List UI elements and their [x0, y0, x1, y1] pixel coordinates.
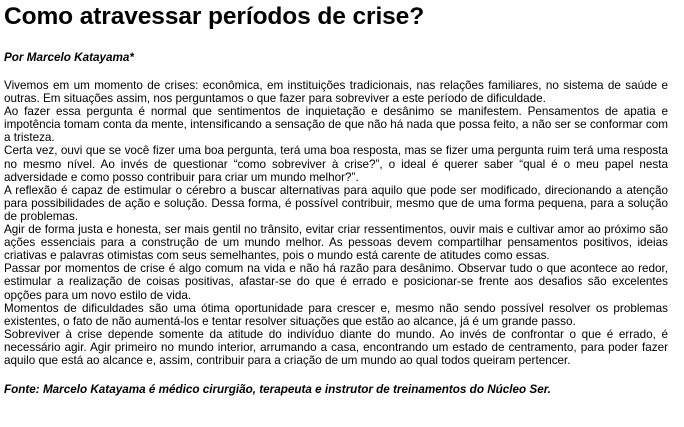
- article: [4, 2, 668, 397]
- article-author: Por Marcelo Katayama*: [4, 51, 134, 64]
- article-paragraph: A reflexão é capaz de estimular o cérebro a buscar alternativas para aquilo que pode ser modificado, direcionando a atenção para possibilidades de ação e solução. Dessa forma, é possível contribuir, mesmo que de uma forma pequena, para a solução de problemas.: [4, 183, 668, 223]
- article-title: Como atravessar períodos de crise?: [4, 3, 425, 30]
- article-paragraph: Momentos de dificuldades são uma ótima oportunidade para crescer e, mesmo não sendo possível resolver os problemas existentes, o fato de não aumentá-los e tentar resolver situações que estão ao alcance, já é um grande passo.: [4, 301, 668, 328]
- article-paragraph: Passar por momentos de crise é algo comum na vida e não há razão para desânimo. Observar tudo o que acontece ao redor, estimular a realização de coisas positivas, afastar-se do que é errado e posicionar-se frente aos desafios são excelentes opções para um novo estilo de vida.: [4, 262, 668, 302]
- article-source: Fonte: Marcelo Katayama é médico cirurgião, terapeuta e instrutor de treinamentos do Núcleo Ser.: [4, 383, 551, 397]
- article-paragraph: Certa vez, ouvi que se você fizer uma boa pergunta, terá uma boa resposta, mas se fizer uma pergunta ruim terá uma resposta no mesmo nível. Ao invés de questionar “como sobreviver à crise?”, o ideal é querer saber “qual é o meu papel nesta adversidade e como posso contribuir para criar um mundo melhor?”.: [4, 144, 668, 184]
- article-body: [4, 79, 668, 367]
- article-paragraph: Sobreviver à crise depende somente da atitude do indivíduo diante do mundo. Ao invés de confrontar o que é errado, é necessário agir. Agir primeiro no mundo interior, arrumando a casa, encontrando um estado de centramento, para poder fazer aquilo que está ao alcance e, assim, contribuir para a criação de um mundo ao qual todos queiram pertencer.: [4, 327, 668, 367]
- article-paragraph: Ao fazer essa pergunta é normal que sentimentos de inquietação e desânimo se manifestem. Pensamentos de apatia e impotência tomam conta da mente, intensificando a sensação de que não há nada que possa feito, a não ser se conformar com a tristeza.: [4, 105, 668, 145]
- article-paragraph: Agir de forma justa e honesta, ser mais gentil no trânsito, evitar criar ressentimentos, ouvir mais e cultivar amor ao próximo são ações essenciais para a construção de um mundo melhor. As pessoas devem compartilhar pensamentos positivos, ideias criativas e palavras otimistas com seus semelhantes, pois o mundo está carente de atitudes como essas.: [4, 223, 668, 263]
- article-paragraph: Vivemos em um momento de crises: econômica, em instituições tradicionais, nas relações familiares, no sistema de saúde e outras. Em situações assim, nos perguntamos o que fazer para sobreviver a este período de dificuldade.: [4, 79, 668, 106]
